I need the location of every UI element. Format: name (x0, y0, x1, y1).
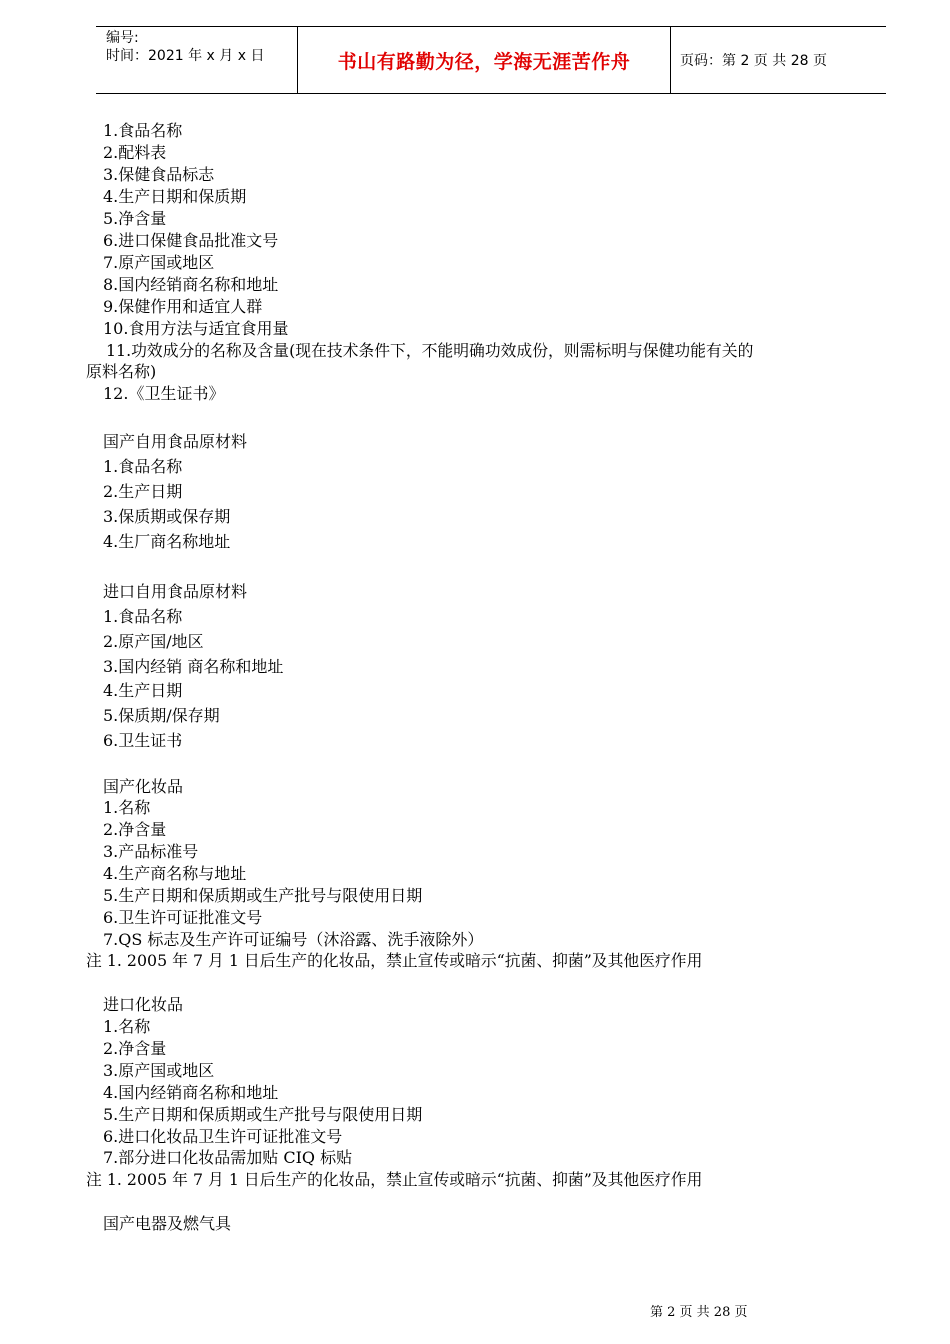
list-item: 5.生产日期和保质期或生产批号与限使用日期 (103, 886, 423, 905)
list-item: 5.生产日期和保质期或生产批号与限使用日期 (103, 1105, 423, 1124)
list-item: 11.功效成分的名称及含量(现在技术条件下，不能明确功效成份，则需标明与保健功能有关的 (106, 341, 754, 360)
list-item: 6.卫生许可证批准文号 (103, 908, 263, 927)
list-item: 7.QS 标志及生产许可证编号（沐浴露、洗手液除外） (103, 930, 484, 949)
header-page-info: 页码：第 2 页 共 28 页 (680, 53, 827, 69)
list-item: 2.净含量 (103, 1039, 167, 1058)
page-header (96, 26, 886, 94)
list-item: 6.进口保健食品批准文号 (103, 231, 279, 250)
list-item: 6.进口化妆品卫生许可证批准文号 (103, 1127, 343, 1146)
list-item: 3.保质期或保存期 (103, 507, 231, 526)
list-item: 10.食用方法与适宜食用量 (103, 319, 289, 338)
list-item: 6.卫生证书 (103, 731, 183, 750)
list-item-continuation: 原料名称) (86, 362, 157, 381)
list-item: 2.配料表 (103, 143, 167, 162)
list-item: 5.净含量 (103, 209, 167, 228)
note: 注 1. 2005 年 7 月 1 日后生产的化妆品，禁止宣传或暗示“抗菌、抑菌”及其他医疗作用 (86, 951, 703, 970)
list-item: 8.国内经销商名称和地址 (103, 275, 279, 294)
list-item: 4.生产日期和保质期 (103, 187, 247, 206)
section-title: 国产自用食品原材料 (103, 432, 248, 451)
list-item: 4.国内经销商名称和地址 (103, 1083, 279, 1102)
section-title: 国产化妆品 (103, 777, 184, 796)
list-item: 5.保质期/保存期 (103, 706, 220, 725)
list-item: 1.食品名称 (103, 121, 183, 140)
list-item: 1.名称 (103, 1017, 151, 1036)
list-item: 4.生产日期 (103, 681, 183, 700)
list-item: 7.原产国或地区 (103, 253, 215, 272)
list-item: 2.净含量 (103, 820, 167, 839)
section-title: 进口自用食品原材料 (103, 582, 248, 601)
list-item: 2.生产日期 (103, 482, 183, 501)
list-item: 1.食品名称 (103, 457, 183, 476)
doc-number-label: 编号: (106, 30, 139, 46)
list-item: 3.国内经销 商名称和地址 (103, 657, 284, 676)
list-item: 4.生产商名称与地址 (103, 864, 247, 883)
header-meta (106, 29, 264, 65)
list-item: 3.保健食品标志 (103, 165, 215, 184)
section-title: 国产电器及燃气具 (103, 1214, 232, 1233)
list-item: 3.原产国或地区 (103, 1061, 215, 1080)
list-item: 12.《卫生证书》 (103, 384, 225, 403)
list-item: 9.保健作用和适宜人群 (103, 297, 263, 316)
list-item: 1.名称 (103, 798, 151, 817)
list-item: 2.原产国/地区 (103, 632, 204, 651)
list-item: 4.生厂商名称地址 (103, 532, 231, 551)
list-item: 1.食品名称 (103, 607, 183, 626)
note: 注 1. 2005 年 7 月 1 日后生产的化妆品，禁止宣传或暗示“抗菌、抑菌”及其他医疗作用 (86, 1170, 703, 1189)
list-item: 7.部分进口化妆品需加贴 CIQ 标贴 (103, 1148, 353, 1167)
doc-time-label: 时间：2021 年 x 月 x 日 (106, 48, 265, 64)
list-item: 3.产品标准号 (103, 842, 199, 861)
page-footer: 第 2 页 共 28 页 (650, 1305, 748, 1320)
header-motto: 书山有路勤为径，学海无涯苦作舟 (337, 51, 631, 73)
section-title: 进口化妆品 (103, 995, 184, 1014)
header-divider (670, 27, 671, 93)
